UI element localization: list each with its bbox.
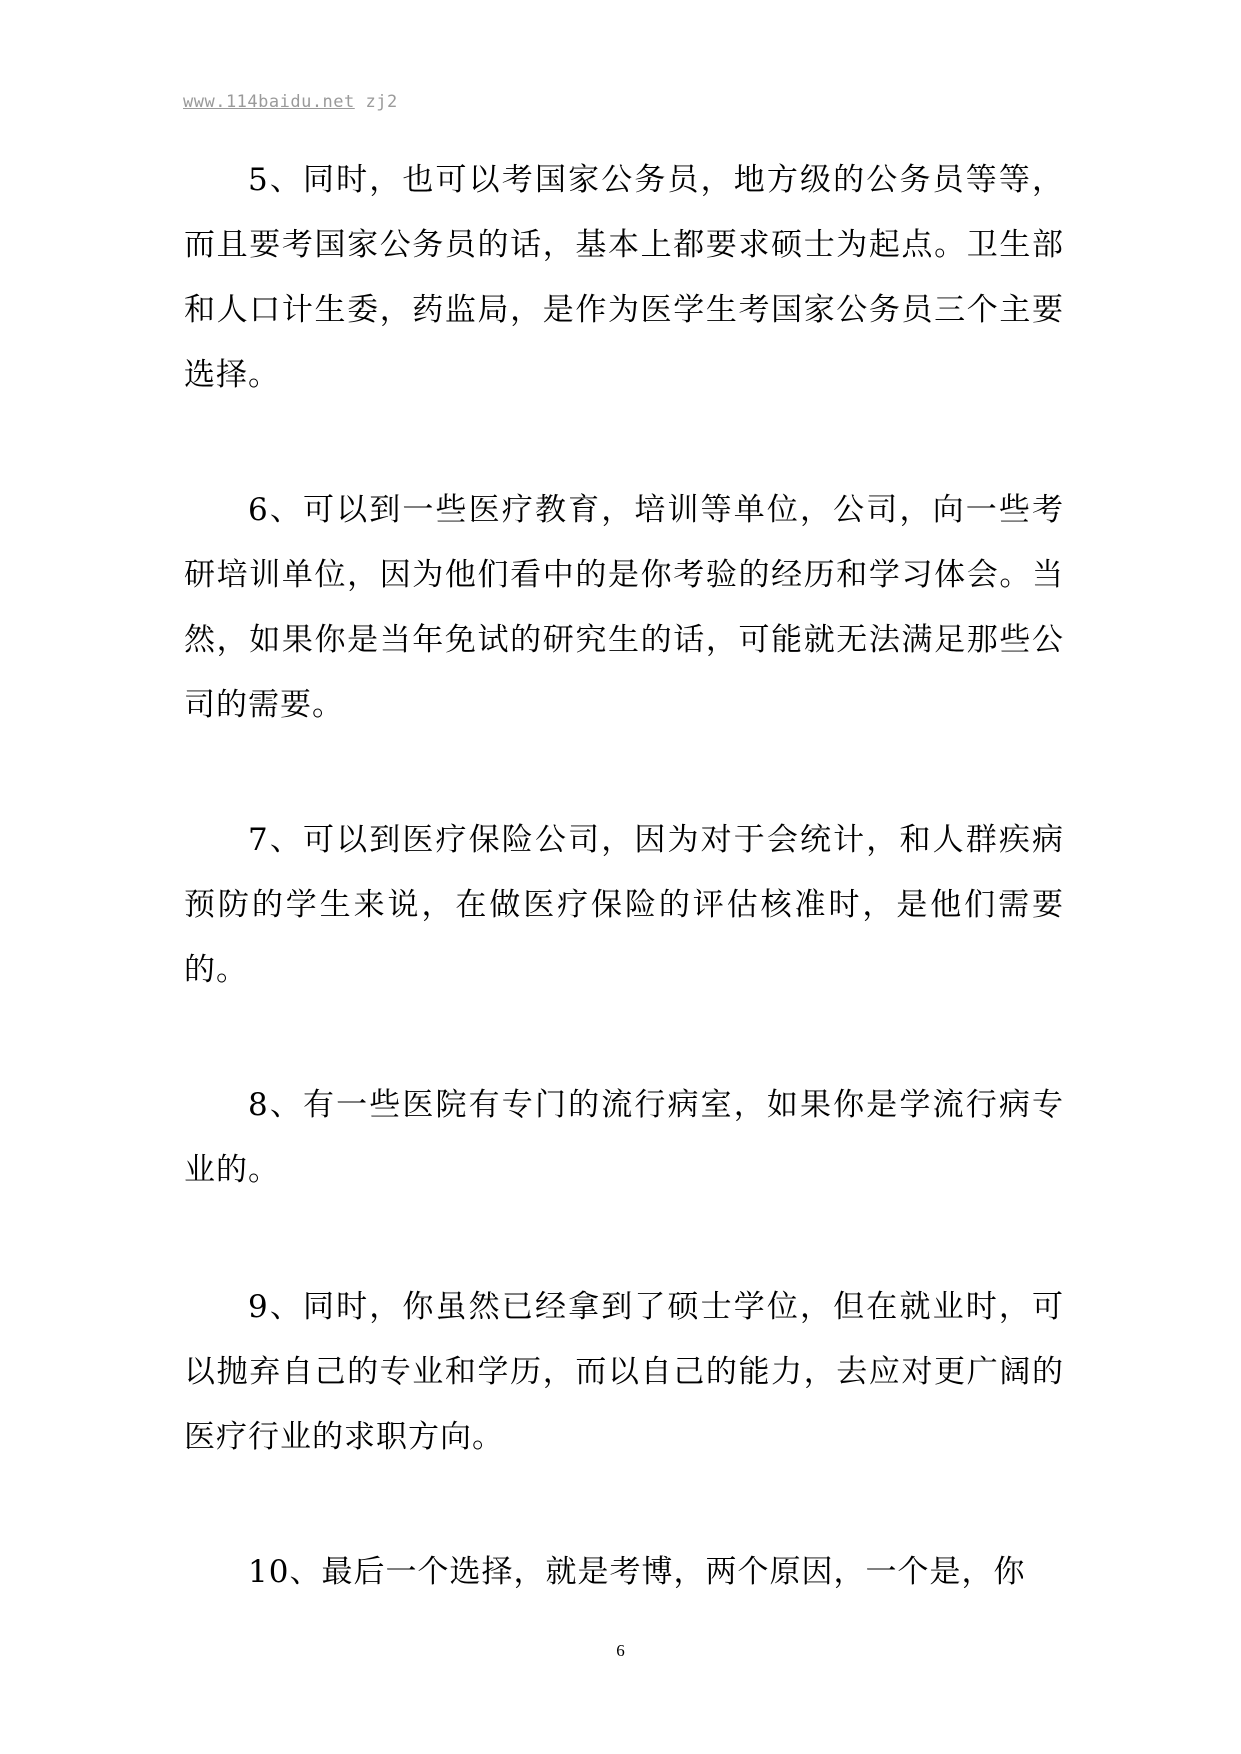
paragraph-item-10: 10、最后一个选择，就是考博，两个原因，一个是，你 — [248, 1554, 1026, 1590]
paragraph-item-9: 9、同时，你虽然已经拿到了硕士学位，但在就业时，可以抛弃自己的专业和学历，而以自己的能力，去应对更广阔的医疗行业的求职方向。 — [184, 1289, 1064, 1455]
paragraph-item-5: 5、同时，也可以考国家公务员，地方级的公务员等等，而且要考国家公务员的话，基本上都要求硕士为起点。卫生部和人口计生委，药监局，是作为医学生考国家公务员三个主要选择。 — [184, 162, 1064, 393]
watermark-suffix: zj2 — [354, 92, 398, 112]
document-body — [184, 148, 1064, 1677]
paragraph-item-8: 8、有一些医院有专门的流行病室，如果你是学流行病专业的。 — [184, 1087, 1064, 1188]
page-number: 6 — [616, 1641, 625, 1660]
paragraph-item-7: 7、可以到医疗保险公司，因为对于会统计，和人群疾病预防的学生来说，在做医疗保险的评估核准时，是他们需要的。 — [184, 822, 1064, 988]
paragraph-item-6: 6、可以到一些医疗教育，培训等单位，公司，向一些考研培训单位，因为他们看中的是你考验的经历和学习体会。当然，如果你是当年免试的研究生的话，可能就无法满足那些公司的需要。 — [184, 492, 1064, 723]
header-watermark — [183, 92, 398, 112]
watermark-link[interactable]: www.114baidu.net — [183, 92, 355, 112]
